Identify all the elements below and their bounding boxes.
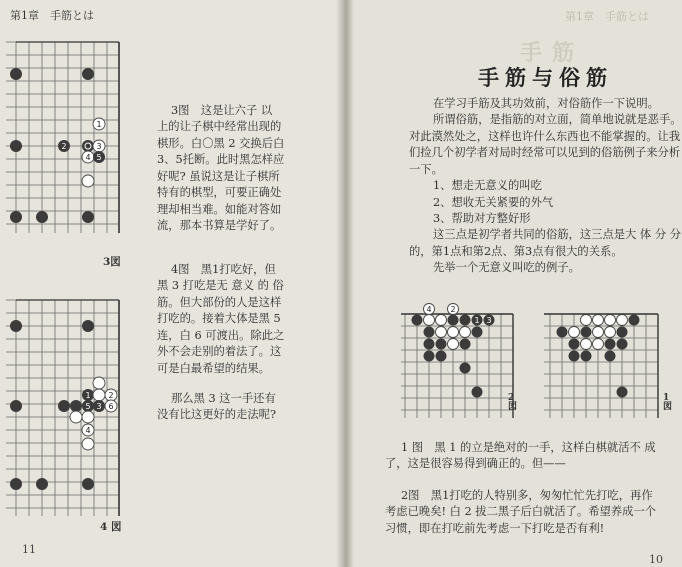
bleed-through-header: 第1章 手筋とは bbox=[565, 10, 649, 23]
paragraph-line: 习惯，即在打吃前先考虑一下打吃是否有利! bbox=[385, 522, 605, 535]
paragraph-line: 们捡几个初学者对局时经常可以见到的俗筋例子来分析 bbox=[409, 146, 681, 159]
list-item: 3、帮助对方整好形 bbox=[433, 212, 531, 225]
paragraph-line: 好呢? 虽说这是让子棋所 bbox=[157, 170, 280, 183]
move-label: 1 bbox=[85, 391, 91, 400]
move-label: 5 bbox=[85, 402, 91, 411]
running-header: 第1章 手筋とは bbox=[10, 9, 94, 22]
paragraph-line: 所谓俗筋，是指筋的对立面，简单地说就是恶手。 bbox=[433, 113, 682, 126]
right-page bbox=[345, 0, 682, 567]
paragraph-line: 2图 黑1打吃的人特别多，匆匆忙忙先打吃，再作 bbox=[401, 489, 653, 502]
paragraph-line: 可是白最希望的结果。 bbox=[157, 362, 270, 375]
page-number: 10 bbox=[649, 553, 663, 566]
fig3-caption: 3図 bbox=[103, 256, 121, 268]
paragraph-line: 考虑已晚矣! 白 2 拔二黑子后白就活了。希望养成一个 bbox=[385, 505, 657, 518]
diagram-1-caption: 1 図 bbox=[663, 393, 673, 412]
fig4-caption: 4 図 bbox=[100, 521, 122, 533]
go-board-diagram-2 bbox=[395, 300, 525, 425]
move-label: 4 bbox=[85, 153, 91, 162]
paragraph-line: 筋。但大部份的人是这样 bbox=[157, 296, 282, 309]
paragraph-line: 棋形。白〇黑 2 交换后白 bbox=[157, 137, 285, 150]
paragraph-line: 先举一个无意义叫吃的例子。 bbox=[433, 261, 580, 274]
paragraph-line: 的，第1点和第2点、第3点有很大的关系。 bbox=[409, 245, 623, 258]
book-gutter bbox=[336, 0, 354, 567]
diagram-2-caption: 2 図 bbox=[508, 393, 518, 412]
list-item: 2、想收无关紧要的外气 bbox=[433, 196, 554, 209]
paragraph-line: 理却相当难。如能对答如 bbox=[157, 203, 282, 216]
page-number: 11 bbox=[22, 543, 36, 556]
paragraph-line: 流，那本书算是学好了。 bbox=[157, 219, 282, 232]
move-label: 4 bbox=[426, 305, 432, 314]
go-board-diagram-1 bbox=[542, 304, 668, 426]
list-item: 1、想走无意义的叫吃 bbox=[433, 179, 542, 192]
paragraph-line: 上的让子棋中经常出现的 bbox=[157, 120, 282, 133]
paragraph-line: 那么黑 3 这一手还有 bbox=[171, 392, 276, 405]
page-title: 手筋与俗筋 bbox=[478, 65, 613, 90]
paragraph-line: 4图 黑1打吃好，但 bbox=[171, 263, 276, 276]
move-label: 1 bbox=[474, 316, 480, 325]
paragraph-line: 在学习手筋及其功效前，对俗筋作一下说明。 bbox=[433, 97, 659, 110]
move-label: 6 bbox=[108, 402, 114, 411]
move-label: 3 bbox=[486, 316, 492, 325]
paragraph-line: 对此漠然处之，这样也许什么东西也不能掌握的。让我 bbox=[409, 130, 681, 143]
move-label: 2 bbox=[108, 391, 114, 400]
move-label: 5 bbox=[96, 153, 102, 162]
move-label: 4 bbox=[85, 426, 91, 435]
move-label: 3 bbox=[96, 402, 102, 411]
paragraph-line: 黑 3 打吃是无 意义 的 俗 bbox=[157, 279, 284, 292]
paragraph-line: 外不会走别的着法了。这 bbox=[157, 345, 282, 358]
paragraph-line: 3、5托断。此时黑怎样应 bbox=[157, 153, 285, 166]
move-label: 1 bbox=[96, 120, 102, 129]
move-label: 3 bbox=[96, 142, 102, 151]
paragraph-line: 没有比这更好的走法呢? bbox=[157, 408, 277, 421]
bleed-through-title: 手筋 bbox=[520, 40, 585, 66]
go-board-fig3 bbox=[6, 38, 128, 240]
paragraph-line: 了，这是很容易得到确正的。但—— bbox=[385, 457, 566, 470]
paragraph-line: 一下。 bbox=[409, 163, 443, 176]
go-board-fig4 bbox=[6, 296, 128, 526]
paragraph-line: 连，白 6 可渡出。除此之 bbox=[157, 329, 285, 342]
paragraph-line: 特有的棋型，可要正确处 bbox=[157, 186, 282, 199]
paragraph-line: 打吃的。接着大体是黑 5 bbox=[157, 312, 281, 325]
move-label: 2 bbox=[450, 305, 456, 314]
paragraph-line: 3图 这是让六子 以 bbox=[171, 104, 273, 117]
paragraph-line: 这三点是初学者共同的俗筋，这三点是大 体 分 分 bbox=[433, 228, 682, 241]
paragraph-line: 1 图 黑 1 的立是绝对的一手，这样白棋就活不 成 bbox=[401, 441, 656, 454]
move-label: 2 bbox=[61, 142, 67, 151]
